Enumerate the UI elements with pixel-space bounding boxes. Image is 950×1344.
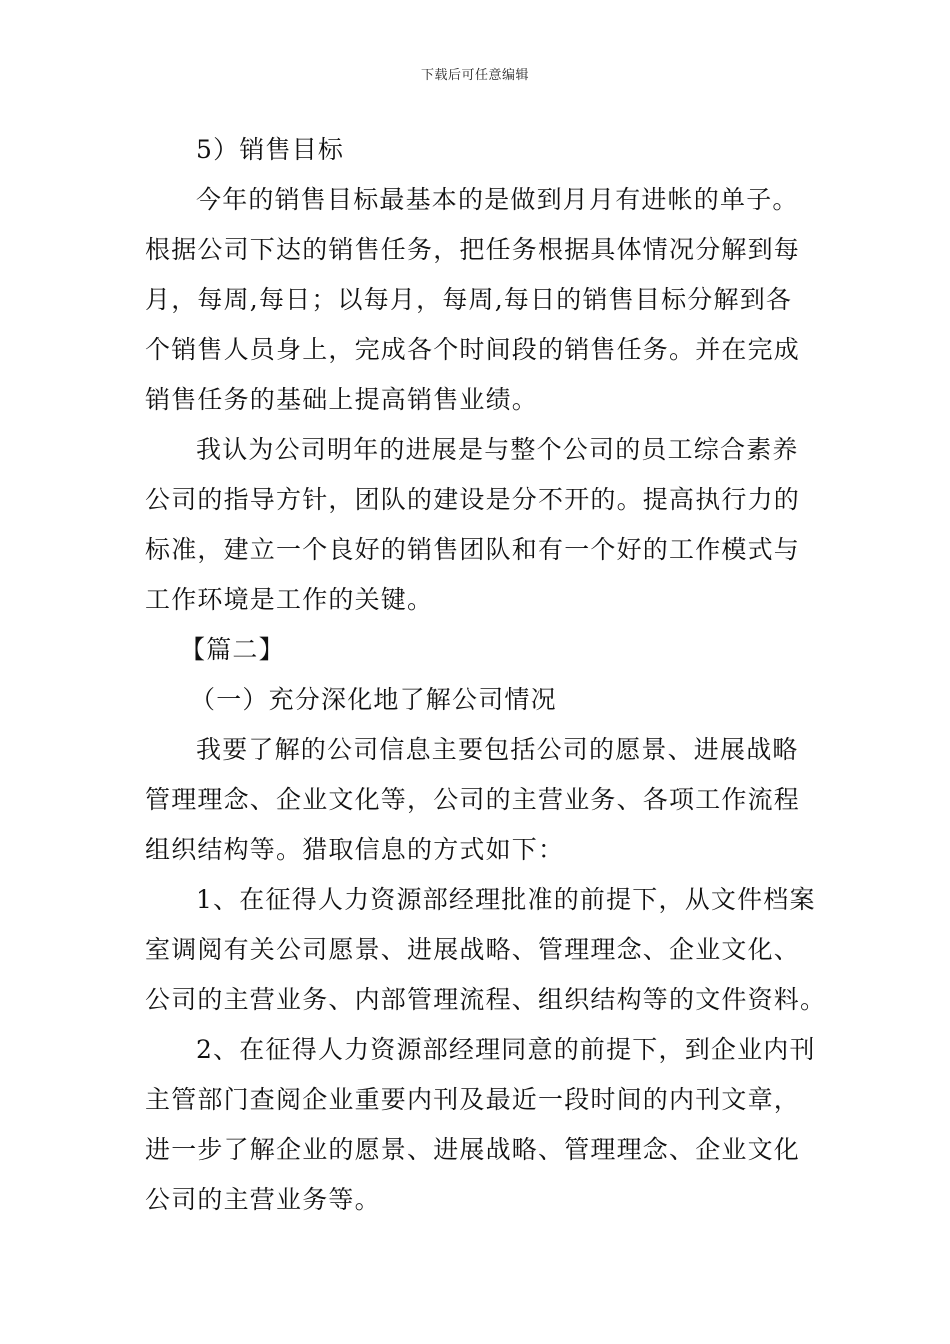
paragraph-line: 公司的主营业务、内部管理流程、组织结构等的文件资料。 [145, 985, 827, 1014]
page-header: 下载后可任意编辑 [420, 68, 529, 83]
paragraph-line: 我认为公司明年的进展是与整个公司的员工综合素养 [196, 435, 799, 464]
paragraph-line: 月，每周,每日；以每月，每周,每日的销售目标分解到各 [145, 285, 793, 314]
paragraph-line: 今年的销售目标最基本的是做到月月有进帐的单子。 [196, 185, 799, 214]
paragraph-line: 管理理念、企业文化等，公司的主营业务、各项工作流程 [145, 785, 801, 814]
paragraph-line: 工作环境是工作的关键。 [145, 585, 434, 614]
paragraph-line: 主管部门查阅企业重要内刊及最近一段时间的内刊文章， [145, 1085, 801, 1114]
paragraph-line: 2、在征得人力资源部经理同意的前提下，到企业内刊 [196, 1035, 816, 1064]
paragraph-line: 根据公司下达的销售任务，把任务根据具体情况分解到每 [145, 235, 801, 264]
subsection-heading: （一）充分深化地了解公司情况 [190, 685, 557, 714]
paragraph-line: 我要了解的公司信息主要包括公司的愿景、进展战略 [196, 735, 799, 764]
paragraph-line: 公司的主营业务等。 [145, 1185, 381, 1214]
paragraph-line: 1、在征得人力资源部经理批准的前提下，从文件档案 [196, 885, 816, 914]
section-heading: 5）销售目标 [196, 135, 345, 164]
paragraph-line: 个销售人员身上，完成各个时间段的销售任务。并在完成 [145, 335, 801, 364]
paragraph-line: 销售任务的基础上提高销售业绩。 [145, 385, 539, 414]
paragraph-line: 进一步了解企业的愿景、进展战略、管理理念、企业文化 [145, 1135, 801, 1164]
paragraph-line: 组织结构等。猎取信息的方式如下： [145, 835, 565, 864]
chapter-heading: 【篇二】 [180, 635, 285, 664]
paragraph-line: 公司的指导方针，团队的建设是分不开的。提高执行力的 [145, 485, 801, 514]
paragraph-line: 室调阅有关公司愿景、进展战略、管理理念、企业文化、 [145, 935, 801, 964]
paragraph-line: 标准，建立一个良好的销售团队和有一个好的工作模式与 [145, 535, 801, 564]
